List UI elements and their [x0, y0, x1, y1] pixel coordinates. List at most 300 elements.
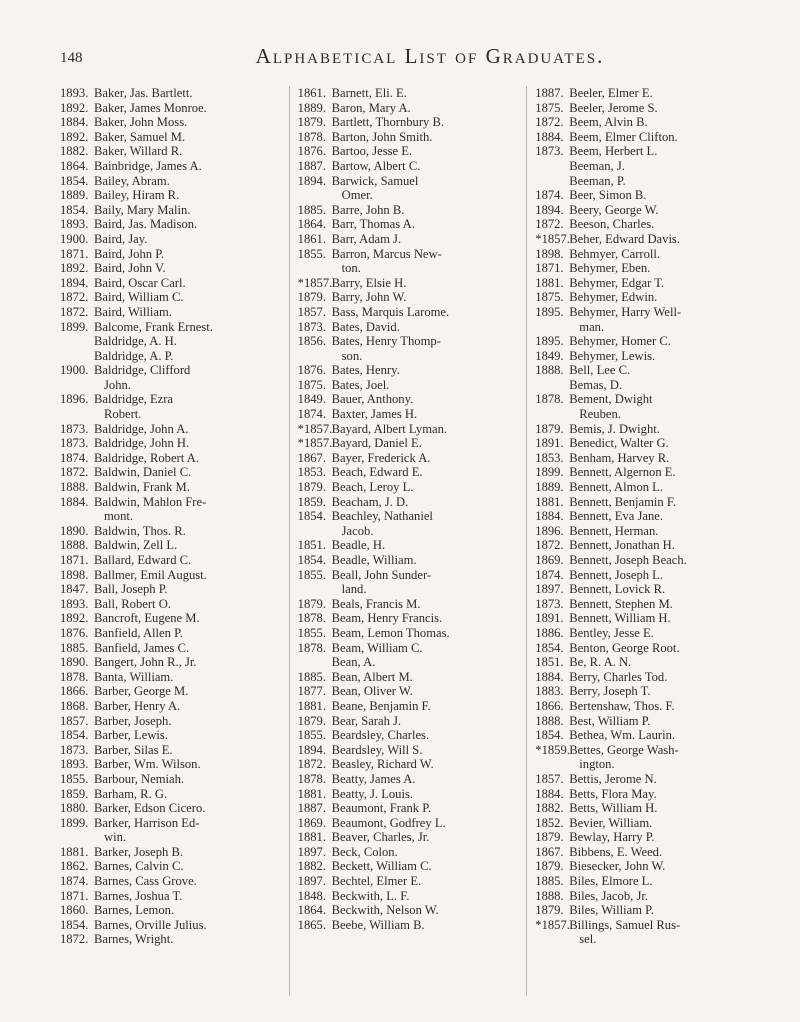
graduate-name: Baldridge, A. H. — [94, 334, 177, 349]
graduate-name: Barnett, Eli. E. — [331, 86, 407, 100]
graduate-name: Be, R. A. N. — [569, 655, 632, 670]
graduate-name: Beach, Leroy L. — [331, 480, 414, 495]
graduate-name: Berry, Joseph T. — [569, 684, 651, 699]
graduate-name: Beadle, William. — [331, 553, 417, 567]
graduation-year: 1895. — [535, 304, 564, 319]
graduate-name: Baldwin, Thos. R. — [94, 523, 186, 538]
list-item — [60, 276, 289, 291]
list-item — [298, 568, 527, 583]
list-item — [535, 932, 760, 947]
column-2 — [289, 86, 527, 996]
list-item — [60, 451, 289, 466]
graduation-year: 1894. — [297, 173, 326, 188]
list-item — [298, 830, 527, 845]
list-item — [535, 349, 760, 364]
graduate-name: Baker, John Moss. — [94, 115, 188, 130]
graduation-year: 1864. — [297, 217, 326, 232]
graduation-year: *1857. — [297, 421, 333, 436]
graduate-name: Bean, A. — [331, 655, 376, 670]
graduation-year: 1871. — [60, 246, 89, 261]
graduation-year: 1892. — [60, 129, 89, 144]
graduate-name: Barnes, Calvin C. — [94, 859, 184, 874]
graduation-year: 1897. — [297, 844, 326, 859]
graduation-year: 1888. — [535, 713, 564, 728]
list-item — [535, 699, 760, 714]
graduation-year: *1857. — [535, 231, 570, 246]
graduate-name: Barry, John W. — [331, 290, 407, 305]
list-item — [298, 203, 527, 218]
graduation-year — [535, 174, 569, 189]
graduation-year: 1852. — [535, 815, 564, 830]
list-item — [60, 407, 289, 422]
list-item — [298, 801, 527, 816]
list-item — [60, 641, 289, 656]
graduate-name: Balcome, Frank Ernest. — [94, 319, 213, 334]
graduate-name: Bangert, John R., Jr. — [94, 655, 197, 670]
graduation-year: 1873. — [60, 742, 89, 757]
list-item — [298, 509, 527, 524]
graduate-name: Bean, Oliver W. — [331, 684, 413, 699]
graduate-name: Bennett, Algernon E. — [569, 465, 676, 480]
list-item — [298, 451, 527, 466]
graduate-name: Best, William P. — [569, 713, 651, 728]
list-item — [60, 436, 289, 451]
graduation-year: 1859. — [297, 494, 326, 509]
graduate-name: ton. — [341, 261, 361, 276]
graduate-name: Baird, Oscar Carl. — [94, 275, 186, 290]
graduate-name: Bailey, Hiram R. — [94, 188, 180, 203]
graduation-year: 1882. — [60, 144, 89, 159]
graduate-name: Behmyer, Carroll. — [569, 246, 661, 261]
graduate-name: Baker, Willard R. — [94, 144, 183, 159]
list-item — [535, 407, 760, 422]
list-item — [60, 188, 289, 203]
list-item — [535, 363, 760, 378]
graduation-year: 1890. — [60, 655, 89, 670]
graduation-year: 1873. — [60, 421, 89, 436]
graduate-name: Barron, Marcus New- — [331, 246, 442, 261]
list-item — [298, 918, 527, 933]
graduation-year: 1884. — [535, 786, 564, 801]
graduate-name: Beane, Benjamin F. — [331, 698, 431, 713]
graduate-name: John. — [104, 377, 131, 392]
graduate-name: Bean, Albert M. — [331, 669, 413, 684]
list-item — [535, 451, 760, 466]
graduation-year: 1881. — [297, 698, 326, 713]
list-item — [298, 217, 527, 232]
graduate-name: Beem, Elmer Clifton. — [569, 129, 678, 144]
graduate-name: Bayard, Daniel E. — [331, 436, 422, 451]
graduate-name: Beam, Lemon Thomas. — [331, 625, 450, 640]
list-item — [535, 174, 760, 189]
graduate-name: Bayard, Albert Lyman. — [331, 421, 448, 436]
graduate-name: Beachley, Nathaniel — [331, 509, 433, 524]
graduate-name: Baird, William C. — [94, 290, 184, 305]
graduate-name: Barham, R. G. — [94, 786, 168, 801]
graduation-year: 1888. — [535, 888, 564, 903]
list-item — [535, 305, 760, 320]
graduation-year: 1860. — [60, 903, 89, 918]
list-item — [298, 130, 527, 145]
list-item — [535, 290, 760, 305]
graduate-name: Bates, Joel. — [331, 377, 390, 392]
list-item — [535, 582, 760, 597]
graduation-year — [60, 334, 94, 349]
list-item — [60, 422, 289, 437]
graduation-year: 1872. — [60, 290, 89, 305]
graduation-year — [298, 655, 332, 670]
graduation-year: 1900. — [60, 363, 89, 378]
graduation-year: 1855. — [297, 246, 326, 261]
graduation-year: 1889. — [535, 480, 564, 495]
graduate-name: Beeson, Charles. — [569, 217, 655, 232]
list-item — [60, 932, 289, 947]
graduate-name: Beckett, William C. — [331, 859, 432, 874]
graduate-name: Beardsley, Charles. — [331, 728, 430, 743]
graduation-year: 1884. — [535, 669, 564, 684]
graduation-year: 1885. — [297, 669, 326, 684]
list-item — [535, 101, 760, 116]
graduation-year: 1878. — [60, 669, 89, 684]
list-item — [60, 159, 289, 174]
graduate-name: Baird, Jas. Madison. — [94, 217, 198, 232]
list-item — [535, 422, 760, 437]
graduate-name: Beach, Edward E. — [331, 465, 423, 480]
list-item — [60, 334, 289, 349]
graduate-name: Beardsley, Will S. — [331, 742, 423, 757]
graduation-year: 1900. — [60, 231, 89, 246]
graduate-name: Behymer, Homer C. — [569, 334, 671, 349]
graduate-name: Beaumont, Frank P. — [331, 801, 431, 816]
graduate-name: Bethea, Wm. Laurin. — [569, 728, 676, 743]
graduate-name: Bennett, Lovick R. — [569, 582, 666, 597]
graduation-year: 1884. — [535, 509, 564, 524]
graduate-name: Bailey, Abram. — [94, 173, 170, 188]
list-item — [535, 728, 760, 743]
list-item — [535, 247, 760, 262]
list-item — [60, 801, 289, 816]
graduation-year: 1881. — [60, 844, 89, 859]
graduate-name: Barber, Joseph. — [94, 713, 172, 728]
graduation-year: 1849. — [535, 348, 564, 363]
list-item — [535, 816, 760, 831]
list-item — [298, 874, 527, 889]
list-item — [60, 305, 289, 320]
list-item — [298, 889, 527, 904]
graduate-name: Omer. — [341, 188, 373, 203]
list-item — [298, 159, 527, 174]
graduation-year: 1879. — [535, 859, 564, 874]
graduate-name: Betts, William H. — [569, 801, 658, 816]
graduate-name: Baldridge, Robert A. — [94, 450, 199, 465]
graduation-year: 1868. — [60, 698, 89, 713]
list-item — [535, 641, 760, 656]
list-item — [60, 772, 289, 787]
list-item — [535, 655, 760, 670]
list-item — [535, 568, 760, 583]
graduate-name: Beasley, Richard W. — [331, 757, 434, 772]
graduate-name: Beck, Colon. — [331, 844, 398, 859]
graduate-name: Baird, John V. — [94, 261, 166, 276]
list-item — [298, 655, 527, 670]
graduate-name: Beckwith, Nelson W. — [331, 903, 439, 918]
list-item — [535, 320, 760, 335]
graduate-name: Beam, Henry Francis. — [331, 611, 443, 626]
list-item — [60, 626, 289, 641]
graduation-year: 1872. — [60, 932, 89, 947]
graduate-name: Bertenshaw, Thos. F. — [569, 698, 675, 713]
graduate-name: Bates, David. — [331, 319, 400, 334]
graduation-year: 1875. — [535, 100, 564, 115]
graduate-name: Behymer, Eben. — [569, 261, 651, 276]
graduate-name: Barwick, Samuel — [331, 173, 419, 188]
graduation-year: 1849. — [297, 392, 326, 407]
list-item — [298, 174, 527, 189]
graduate-name: Benham, Harvey R. — [569, 450, 670, 465]
list-item — [298, 903, 527, 918]
graduation-year: 1855. — [297, 567, 326, 582]
graduate-name: Benedict, Walter G. — [569, 436, 669, 451]
page-header — [0, 44, 800, 70]
graduate-name: Barton, John Smith. — [331, 129, 433, 144]
list-item — [60, 538, 289, 553]
graduation-year: 1871. — [60, 888, 89, 903]
graduation-year: 1869. — [297, 815, 326, 830]
list-item — [535, 845, 760, 860]
list-item — [298, 144, 527, 159]
graduate-name: Beckwith, L. F. — [331, 888, 410, 903]
list-item — [298, 334, 527, 349]
list-item — [298, 772, 527, 787]
graduate-name: Baker, James Monroe. — [94, 100, 207, 115]
graduate-name: Bates, Henry Thomp- — [331, 334, 441, 349]
graduation-year: 1874. — [60, 874, 89, 889]
graduation-year: 1872. — [535, 115, 564, 130]
graduate-name: Bennett, William H. — [569, 611, 671, 626]
graduation-year: 1882. — [297, 859, 326, 874]
graduation-year: 1888. — [535, 363, 564, 378]
list-item — [60, 261, 289, 276]
graduation-year: 1859. — [60, 786, 89, 801]
graduate-name: Beadle, H. — [331, 538, 386, 553]
list-item — [535, 217, 760, 232]
graduation-year: 1865. — [297, 917, 326, 932]
graduate-name: Barker, Edson Cicero. — [94, 801, 206, 816]
list-item — [60, 203, 289, 218]
graduate-name: Bennett, Joseph L. — [569, 567, 664, 582]
graduation-year: 1875. — [297, 377, 326, 392]
graduate-name: Biesecker, John W. — [569, 859, 666, 874]
list-item — [535, 626, 760, 641]
graduation-year: 1896. — [535, 523, 564, 538]
graduate-name: Biles, Jacob, Jr. — [569, 888, 648, 903]
graduate-name: Barker, Harrison Ed- — [94, 815, 200, 830]
list-item — [60, 684, 289, 699]
list-item — [535, 830, 760, 845]
list-item — [535, 757, 760, 772]
graduate-name: man. — [579, 319, 605, 334]
graduate-name: Bennett, Stephen M. — [569, 596, 673, 611]
list-item — [298, 538, 527, 553]
graduation-year: 1879. — [297, 480, 326, 495]
graduate-name: Baldridge, Ezra — [94, 392, 174, 407]
list-item — [60, 874, 289, 889]
list-item — [60, 217, 289, 232]
running-title: Alphabetical List of Graduates. — [255, 44, 605, 68]
list-item — [298, 188, 527, 203]
graduate-name: Berry, Charles Tod. — [569, 669, 668, 684]
list-item — [298, 524, 527, 539]
list-item — [298, 232, 527, 247]
graduation-year: 1869. — [535, 553, 564, 567]
list-item — [298, 480, 527, 495]
graduation-year: 1887. — [535, 86, 564, 100]
graduation-year: 1899. — [535, 465, 564, 480]
graduation-year: 1885. — [297, 202, 326, 217]
graduate-name: Bartow, Albert C. — [331, 158, 421, 173]
graduate-name: Bear, Sarah J. — [331, 713, 402, 728]
list-item — [535, 495, 760, 510]
graduation-year: 1874. — [535, 567, 564, 582]
graduation-year: 1864. — [297, 903, 326, 918]
graduation-year: 1867. — [297, 450, 326, 465]
list-item — [298, 407, 527, 422]
graduate-name: Beeman, P. — [569, 173, 626, 188]
graduation-year: 1872. — [535, 217, 564, 232]
graduate-name: Bell, Lee C. — [569, 363, 631, 378]
list-item — [60, 918, 289, 933]
graduate-name: Bettis, Jerome N. — [569, 771, 657, 786]
list-item — [60, 290, 289, 305]
graduation-year — [535, 159, 569, 174]
graduation-year: 1888. — [60, 538, 89, 553]
list-item — [535, 874, 760, 889]
graduate-name: Beebe, William B. — [331, 917, 425, 932]
list-item — [535, 801, 760, 816]
graduation-year: 1857. — [60, 713, 89, 728]
graduation-year: *1859. — [535, 742, 570, 757]
graduation-year: 1872. — [60, 465, 89, 480]
graduation-year: 1871. — [60, 553, 89, 567]
list-item — [60, 495, 289, 510]
graduation-year: 1854. — [60, 202, 89, 217]
graduate-name: Betts, Flora May. — [569, 786, 657, 801]
graduate-name: Banfield, James C. — [94, 640, 190, 655]
list-item — [298, 684, 527, 699]
graduate-name: Baldwin, Daniel C. — [94, 465, 192, 480]
graduation-year: 1879. — [535, 830, 564, 845]
graduation-year — [535, 378, 569, 393]
graduation-year: 1891. — [535, 611, 564, 626]
list-item — [60, 787, 289, 802]
graduation-year: 1876. — [60, 625, 89, 640]
graduate-name: Beeler, Jerome S. — [569, 100, 658, 115]
graduation-year: 1871. — [535, 261, 564, 276]
graduate-name: Bemis, J. Dwight. — [569, 421, 660, 436]
list-item — [298, 553, 527, 568]
list-item — [60, 363, 289, 378]
graduation-year: 1856. — [297, 334, 326, 349]
graduation-year: 1887. — [297, 801, 326, 816]
graduate-name: Barber, Silas E. — [94, 742, 173, 757]
list-item — [298, 757, 527, 772]
list-item — [298, 86, 527, 101]
graduate-name: Beaumont, Godfrey L. — [331, 815, 446, 830]
graduate-name: Bennett, Eva Jane. — [569, 509, 664, 524]
graduate-list — [60, 86, 760, 996]
list-item — [298, 436, 527, 451]
list-item — [60, 757, 289, 772]
list-item — [60, 582, 289, 597]
list-item — [60, 465, 289, 480]
graduation-year: 1876. — [297, 144, 326, 159]
column-1 — [60, 86, 289, 996]
list-item — [298, 261, 527, 276]
graduation-year: 1861. — [297, 86, 326, 100]
graduation-year: 1853. — [297, 465, 326, 480]
graduate-name: Banta, William. — [94, 669, 174, 684]
graduation-year: 1892. — [60, 261, 89, 276]
graduation-year: *1857. — [297, 436, 333, 451]
graduate-name: Behymer, Lewis. — [569, 348, 656, 363]
graduate-name: Baldwin, Zell L. — [94, 538, 178, 553]
graduation-year: 1878. — [297, 640, 326, 655]
graduation-year: 1893. — [60, 217, 89, 232]
graduation-year: *1857. — [297, 275, 333, 290]
list-item — [60, 86, 289, 101]
list-item — [535, 203, 760, 218]
list-item — [535, 684, 760, 699]
graduation-year: 1887. — [297, 158, 326, 173]
graduate-name: Beatty, James A. — [331, 771, 416, 786]
graduation-year: 1874. — [60, 450, 89, 465]
list-item — [298, 641, 527, 656]
graduation-year: 1847. — [60, 582, 89, 597]
graduation-year: 1879. — [297, 290, 326, 305]
graduate-name: Baldridge, John H. — [94, 436, 190, 451]
graduation-year: 1854. — [535, 728, 564, 743]
graduate-name: Beem, Alvin B. — [569, 115, 648, 130]
list-item — [298, 320, 527, 335]
graduation-year: 1897. — [297, 874, 326, 889]
column-3 — [526, 86, 760, 996]
list-item — [298, 816, 527, 831]
graduation-year: 1896. — [60, 392, 89, 407]
graduation-year: 1878. — [297, 611, 326, 626]
graduation-year: 1885. — [60, 640, 89, 655]
list-item — [298, 290, 527, 305]
graduate-name: Baldridge, A. P. — [94, 348, 174, 363]
list-item — [535, 597, 760, 612]
list-item — [60, 816, 289, 831]
graduate-name: Biles, William P. — [569, 903, 654, 918]
graduate-name: ington. — [579, 757, 615, 772]
list-item — [535, 538, 760, 553]
graduate-name: Barr, Thomas A. — [331, 217, 415, 232]
graduation-year: 1854. — [297, 553, 326, 567]
graduation-year: 1884. — [60, 494, 89, 509]
graduation-year: 1894. — [60, 275, 89, 290]
list-item — [535, 276, 760, 291]
graduate-name: son. — [341, 348, 363, 363]
graduate-name: Bennett, Jonathan H. — [569, 538, 675, 553]
graduate-name: Bartlett, Thornbury B. — [331, 115, 445, 130]
graduation-year: 1876. — [297, 363, 326, 378]
graduation-year: 1879. — [535, 421, 564, 436]
list-item — [535, 524, 760, 539]
graduate-name: Barnes, Orville Julius. — [94, 917, 207, 932]
list-item — [298, 714, 527, 729]
